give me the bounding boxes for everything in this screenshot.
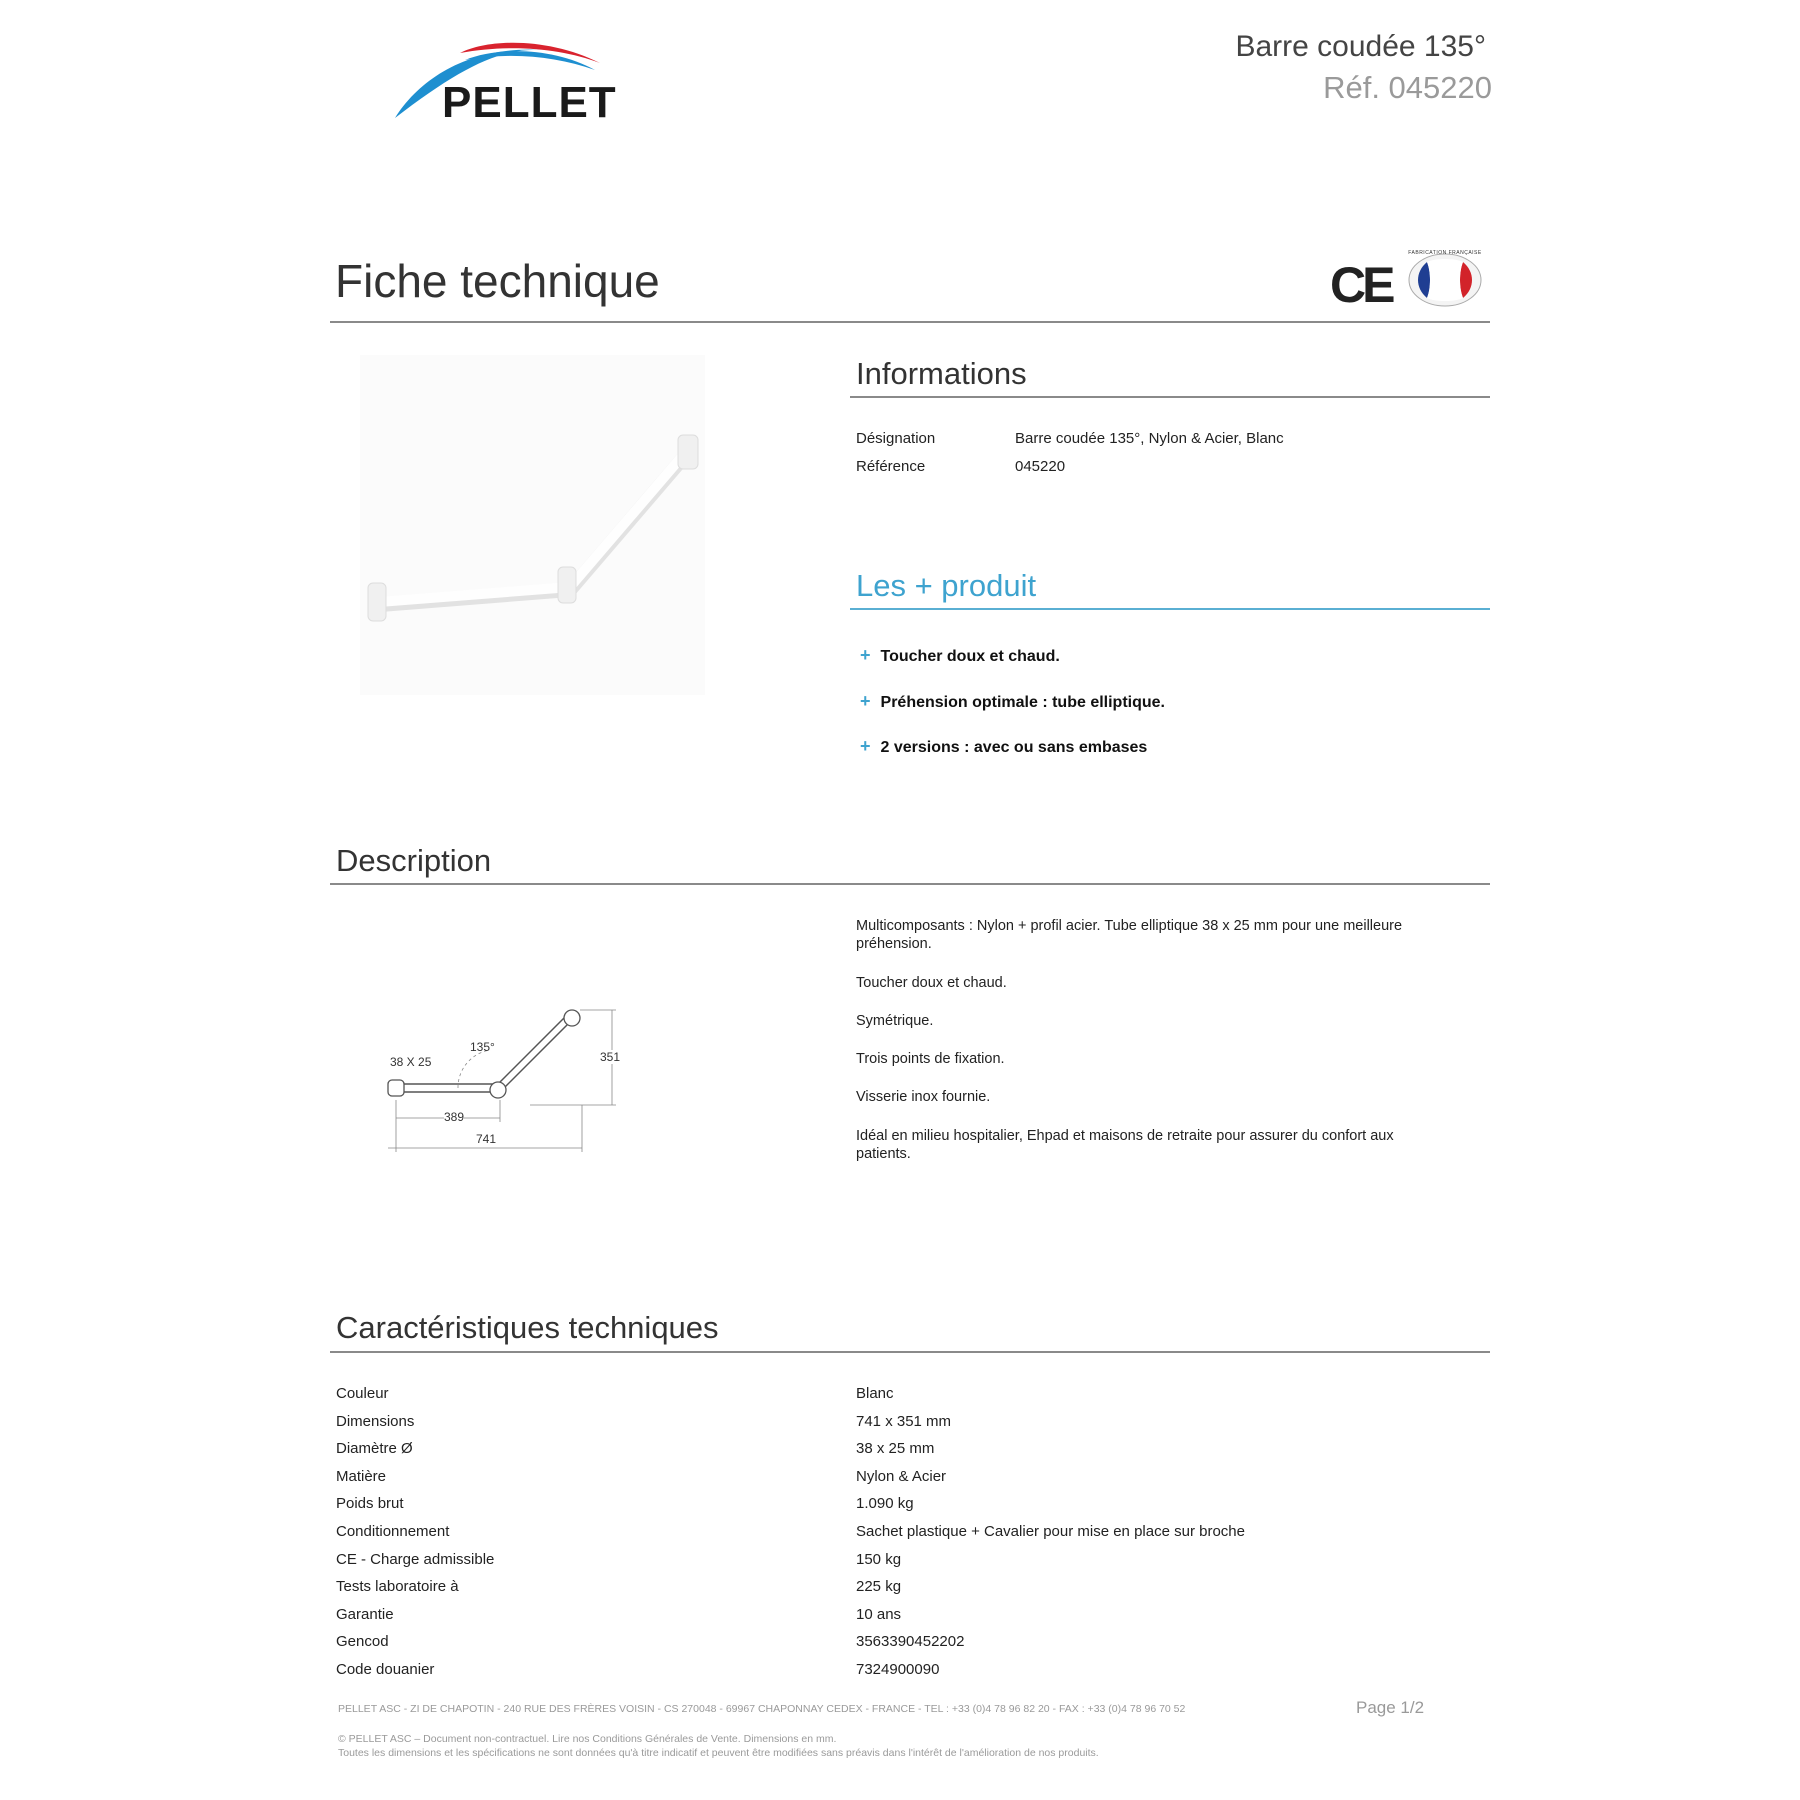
header-title: Barre coudée 135° [1235,30,1486,63]
tech-row [336,1601,1486,1629]
tech-row [336,1573,1486,1601]
tech-value: 38 x 25 mm [856,1440,935,1458]
description-paragraph: Idéal en milieu hospitalier, Ehpad et maisons de retraite pour assurer du confort aux patients. [856,1128,1394,1162]
plus-item [860,736,1147,757]
page-title: Fiche technique [335,255,660,307]
informations-divider [850,396,1490,398]
dim-section-label: 38 X 25 [390,1055,432,1069]
tech-value: Nylon & Acier [856,1467,947,1485]
product-photo [360,355,705,695]
footer-legal-line1: © PELLET ASC – Document non-contractuel. Lire nos Conditions Générales de Vente. Dimensions en mm. [338,1733,837,1745]
tech-row [336,1435,1486,1463]
description-divider [330,883,1490,885]
tech-value: 1.090 kg [856,1495,914,1513]
grab-bar-photo-icon [360,355,705,695]
tech-value: Blanc [856,1385,894,1402]
plus-item-text: 2 versions : avec ou sans embases [880,739,1148,756]
dimension-drawing-icon [380,1000,640,1160]
tech-label: Poids brut [336,1495,404,1513]
tech-label: Conditionnement [336,1522,450,1540]
fabrication-francaise-badge [1405,250,1485,310]
tech-label: CE - Charge admissible [336,1550,495,1568]
header-ref: Réf. 045220 [1323,70,1492,105]
tech-row [336,1546,1486,1574]
tech-label: Dimensions [336,1412,415,1430]
info-label-designation: Désignation [856,430,936,447]
info-value-reference: 045220 [1015,458,1066,475]
tech-value: 3563390452202 [856,1633,965,1651]
plus-icon: + [860,645,871,665]
tech-label: Matière [336,1467,387,1485]
info-label-reference: Référence [856,458,926,475]
description-paragraph: Trois points de fixation. [856,1051,1005,1067]
tech-label: Tests laboratoire à [336,1578,459,1596]
footer-legal [338,1732,1099,1760]
title-divider [330,321,1490,323]
dim-length-total-label: 741 [476,1132,497,1146]
tech-value: 7324900090 [856,1660,940,1678]
dim-length-a-label: 389 [444,1110,465,1124]
french-flag-icon [1405,250,1485,310]
tech-row [336,1628,1486,1656]
tech-row [336,1518,1486,1546]
fabrication-text: FABRICATION FRANÇAISE [1408,250,1482,256]
tech-label: Diamètre Ø [336,1440,413,1458]
plus-item-text: Toucher doux et chaud. [880,648,1060,665]
footer-legal-line2: Toutes les dimensions et les spécifications ne sont données qu'à titre indicatif et peuvent être modifiées sans préavis dans l'intérêt de l'amélioration de nos produits. [338,1747,1099,1759]
plus-produit-heading: Les + produit [856,568,1037,603]
tech-row [336,1380,1486,1408]
tech-table [336,1380,1486,1684]
tech-row [336,1463,1486,1491]
page-number: Page 1/2 [1356,1698,1425,1717]
dim-angle-label: 135° [470,1040,495,1054]
logo-text: PELLET [442,78,617,127]
ce-mark [1330,256,1391,314]
caracteristiques-divider [330,1351,1490,1353]
tech-value: 225 kg [856,1578,902,1596]
tech-label: Garantie [336,1605,394,1623]
tech-value: 10 ans [856,1605,902,1623]
plus-item [860,691,1165,712]
description-paragraph: Symétrique. [856,1013,934,1029]
description-paragraph: Toucher doux et chaud. [856,975,1007,991]
tech-value: Sachet plastique + Cavalier pour mise en place sur broche [856,1522,1245,1540]
tech-label: Gencod [336,1633,389,1651]
plus-item [860,645,1060,666]
dim-height-label: 351 [600,1050,621,1064]
description-paragraph: Multicomposants : Nylon + profil acier. Tube elliptique 38 x 25 mm pour une meilleure préhension. [856,918,1403,952]
tech-value: 150 kg [856,1550,902,1568]
plus-icon: + [860,736,871,756]
tech-label: Code douanier [336,1660,435,1678]
tech-row [336,1490,1486,1518]
ce-mark-text: CE [1330,257,1392,313]
description-paragraph: Visserie inox fournie. [856,1089,991,1105]
tech-row [336,1408,1486,1436]
description-heading: Description [336,843,492,878]
technical-drawing [380,1000,640,1160]
tech-row [336,1656,1486,1684]
pellet-logo [390,38,650,128]
footer-address: PELLET ASC - ZI DE CHAPOTIN - 240 RUE DES FRÈRES VOISIN - CS 270048 - 69967 CHAPONNAY CEDEX - FRANCE - TEL : +33 (0)4 78 96 82 20 - FAX : +33 (0)4 78 96 70 52 [338,1703,1186,1715]
tech-value: 741 x 351 mm [856,1412,952,1430]
info-value-designation: Barre coudée 135°, Nylon & Acier, Blanc [1015,430,1284,447]
caracteristiques-heading: Caractéristiques techniques [336,1310,719,1345]
plus-produit-divider [850,608,1490,610]
tech-label: Couleur [336,1385,389,1402]
informations-heading: Informations [856,356,1027,391]
plus-icon: + [860,691,871,711]
plus-item-text: Préhension optimale : tube elliptique. [880,694,1165,711]
